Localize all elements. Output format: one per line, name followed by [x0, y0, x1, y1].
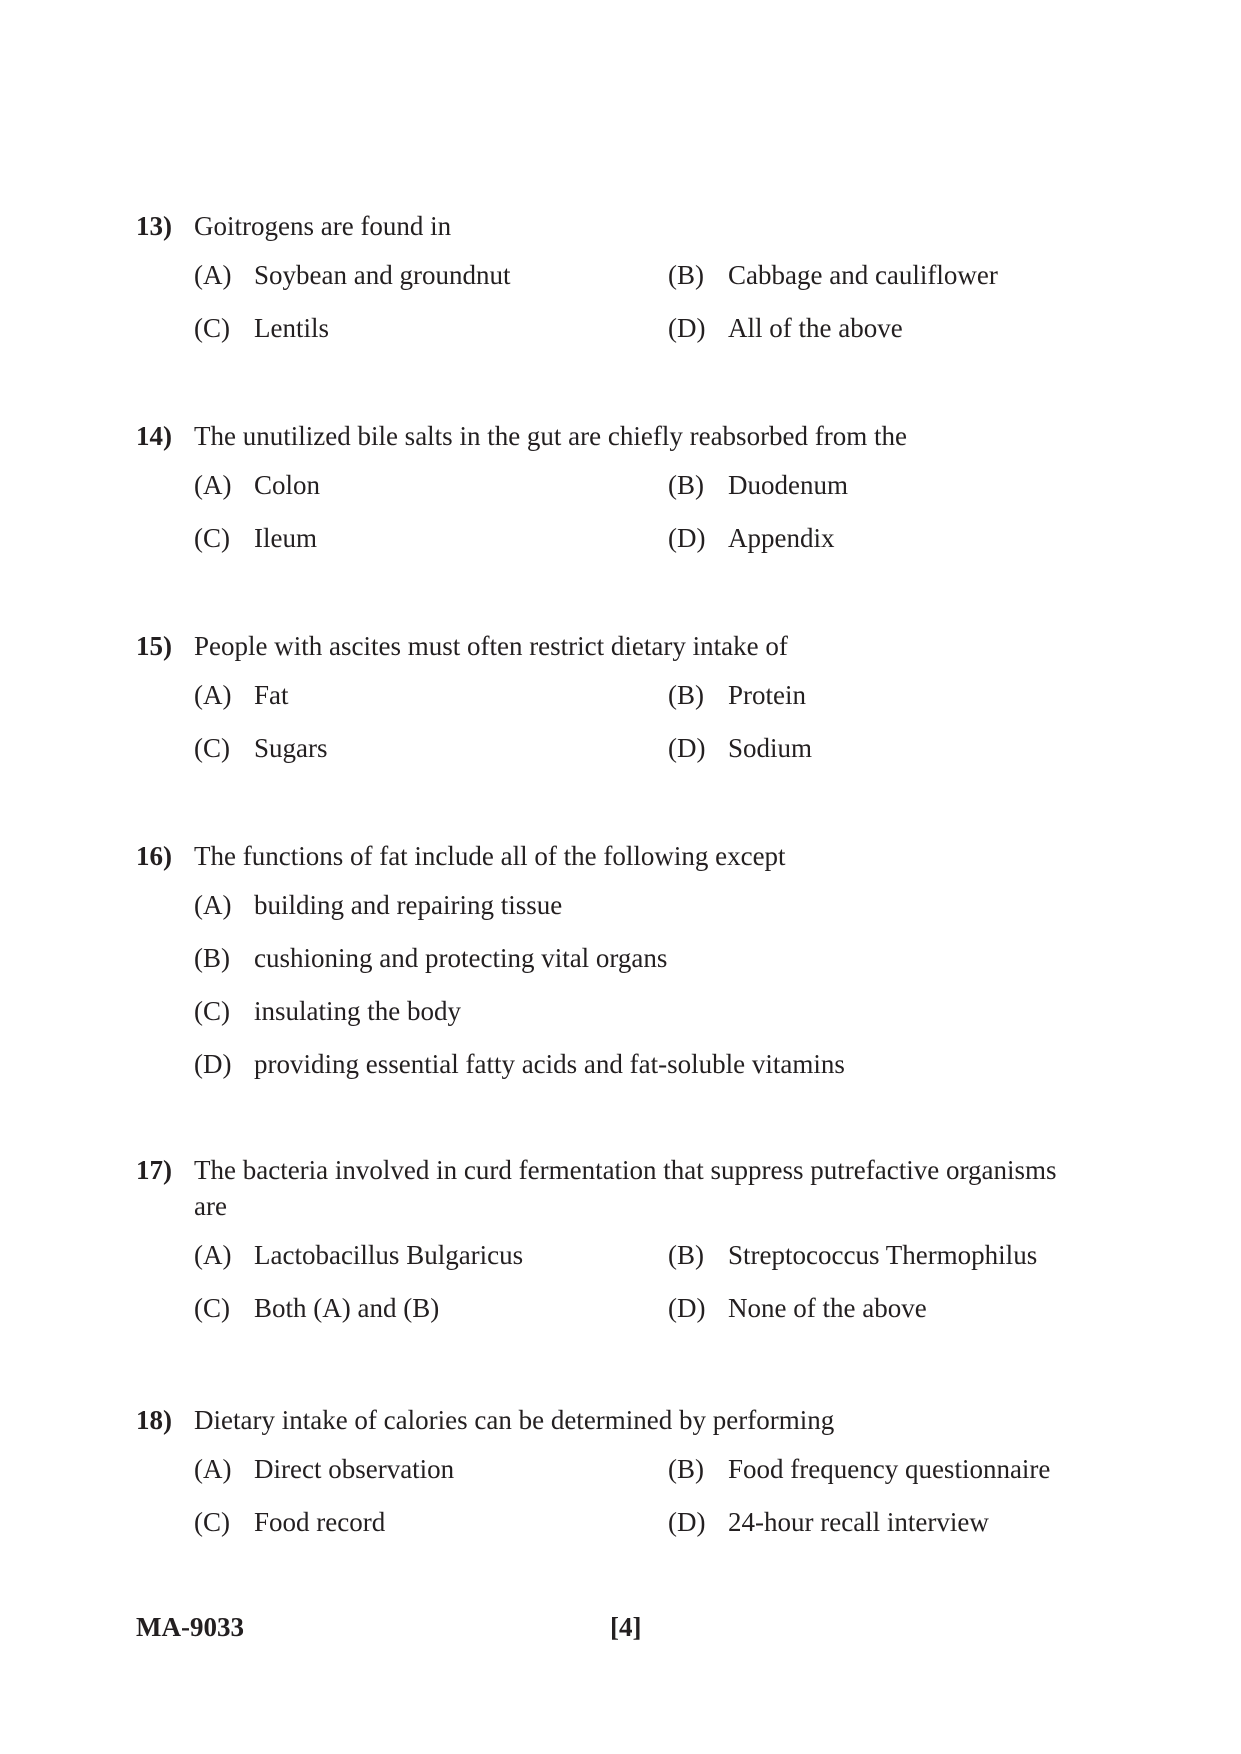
question-number: 13)	[136, 211, 172, 241]
option-d: (D) Sodium	[668, 733, 813, 763]
option-d: (D) Appendix	[668, 523, 835, 553]
question-stem	[136, 1152, 1096, 1224]
question-stem	[136, 838, 1096, 874]
question-15	[136, 628, 1096, 786]
question-number: 17)	[136, 1155, 172, 1185]
question-text: The functions of fat include all of the following except	[194, 841, 786, 871]
question-17	[136, 1152, 1096, 1346]
question-16	[136, 838, 1096, 1102]
option-a: (A) building and repairing tissue	[194, 890, 563, 920]
question-text: The unutilized bile salts in the gut are chiefly reabsorbed from the	[194, 421, 908, 451]
option-c: (C) Lentils	[194, 313, 329, 343]
options	[136, 1454, 1096, 1560]
question-text: Goitrogens are found in	[194, 211, 452, 241]
options	[136, 680, 1096, 786]
option-c: (C) Sugars	[194, 733, 328, 763]
question-stem	[136, 1402, 1096, 1438]
option-d: (D) 24-hour recall interview	[668, 1507, 989, 1537]
question-number: 14)	[136, 421, 172, 451]
question-stem	[136, 208, 1096, 244]
option-a: (A) Lactobacillus Bulgaricus	[194, 1240, 524, 1270]
option-b: (B) Streptococcus Thermophilus	[668, 1240, 1038, 1270]
option-b: (B) Protein	[668, 680, 806, 710]
paper-code: MA-9033	[136, 1612, 244, 1642]
question-text: The bacteria involved in curd fermentation that suppress putrefactive organisms are	[194, 1155, 1057, 1221]
question-stem	[136, 418, 1096, 454]
option-c: (C) insulating the body	[194, 996, 461, 1026]
option-b: (B) Cabbage and cauliflower	[668, 260, 998, 290]
option-b: (B) Duodenum	[668, 470, 848, 500]
question-number: 18)	[136, 1405, 172, 1435]
options	[136, 890, 1096, 1102]
option-a: (A) Direct observation	[194, 1454, 455, 1484]
options	[136, 470, 1096, 576]
options	[136, 260, 1096, 366]
question-text: Dietary intake of calories can be determined by performing	[194, 1405, 835, 1435]
option-c: (C) Food record	[194, 1507, 386, 1537]
option-d: (D) All of the above	[668, 313, 903, 343]
question-18	[136, 1402, 1096, 1560]
options	[136, 1240, 1096, 1346]
question-14	[136, 418, 1096, 576]
question-stem	[136, 628, 1096, 664]
option-a: (A) Soybean and groundnut	[194, 260, 511, 290]
option-a: (A) Fat	[194, 680, 289, 710]
question-text: People with ascites must often restrict dietary intake of	[194, 631, 788, 661]
question-13	[136, 208, 1096, 366]
page-number: [4]	[610, 1612, 642, 1642]
option-b: (B) Food frequency questionnaire	[668, 1454, 1051, 1484]
option-a: (A) Colon	[194, 470, 321, 500]
option-c: (C) Ileum	[194, 523, 317, 553]
question-number: 15)	[136, 631, 172, 661]
option-c: (C) Both (A) and (B)	[194, 1293, 440, 1323]
option-d: (D) None of the above	[668, 1293, 927, 1323]
option-d: (D) providing essential fatty acids and fat-soluble vitamins	[194, 1049, 845, 1079]
option-b: (B) cushioning and protecting vital organs	[194, 943, 668, 973]
question-number: 16)	[136, 841, 172, 871]
